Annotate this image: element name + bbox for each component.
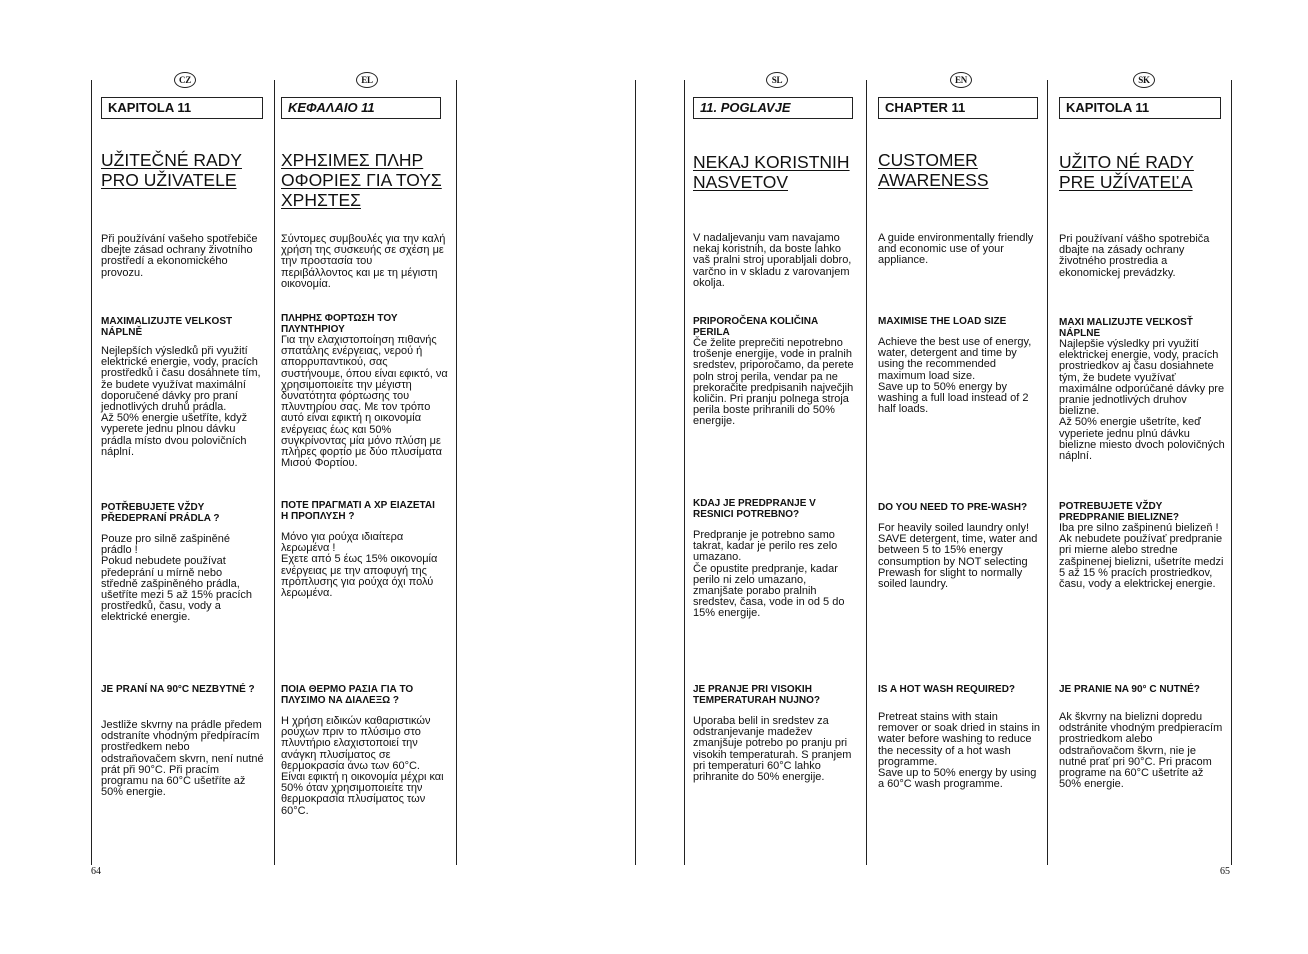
tip-prewash: POTŘEBUJETE VŽDY PŘEDEPRANÍ PRÁDLA ? Pouze pro silně zašpiněné prádlo ! Pokud nebudete používat předeprání u mírně nebo středně zašpiněného prádla, ušetříte mezi 5 až 15% pracích prostředků, času, vody a elektrické energie.	[101, 502, 253, 624]
tip-prewash: DO YOU NEED TO PRE-WASH? For heavily soiled laundry only! SAVE detergent, time, water and between 5 to 15% energy consumption by NOT selecting Prewash for slight to normally soiled laundry.	[878, 502, 1038, 591]
tip-load-size: ΠΛΗΡΗΣ ΦΟΡΤΩΣΗ ΤΟΥ ΠΛΥΝΤΗΡΙΟΥ Για την ελαχιστοποίηση πιθανής σπατάλης ενέργειας, νερού ή απορρυπαντικού, σας συστήνουμε, όπου είναι εφικτό, να χρησιμοποιείτε την μέγιστη δυνατότητα φόρτωσης του πλυντηρίου σας. Με τον τρόπο αυτό είναι εφικτή η οικονομία ενέργειας έως και 50% συγκρίνοντας μία μόνο πλύση με πλήρες φορτίο με δύο πλυσίματα Μισού Φορτίου.	[281, 313, 448, 470]
tip-hot-wash: IS A HOT WASH REQUIRED? Pretreat stains with stain remover or soak dried in stains in water before washing to reduce the necessity of a hot wash programme. Save up to 50% energy by using a 60°C wash programme.	[878, 684, 1041, 791]
language-badge: SK	[1133, 72, 1155, 88]
intro-text: A guide environmentally friendly and economic use of your appliance.	[878, 232, 1034, 267]
column-rule	[1047, 80, 1048, 865]
column-rule	[1231, 80, 1232, 865]
column-rule	[274, 80, 275, 865]
section-title: ΧΡΗΣΙΜΕΣ ΠΛΗΡ ΟΦΟΡΙΕΣ ΓΙΑ ΤΟΥΣ ΧΡΗΣΤΕΣ	[281, 150, 442, 210]
chapter-label: KAPITOLA 11	[1059, 97, 1221, 119]
intro-text: Pri používaní vášho spotrebiča dbajte na zásady ochrany životného prostredia a ekonomickej prevádzky.	[1059, 233, 1210, 279]
intro-text: Σύντομες συμβουλές για την καλή χρήση της συσκευής σε σχέση με την προστασία του περιβάλλοντος και με τη μέγιστη οικονομία.	[281, 233, 446, 290]
language-badge: EN	[950, 72, 972, 88]
column-rule	[635, 80, 636, 865]
chapter-label: ΚΕΦΑΛΑΙΟ 11	[281, 97, 441, 119]
section-title: UŽITEČNÉ RADY PRO UŽIVATELE	[101, 150, 242, 190]
column-rule	[684, 80, 685, 865]
tip-prewash: POTREBUJETE VŽDY PREDPRANIE BIELIZNE? Iba pre silno zašpinenú bielizeň ! Ak nebudete používať predpranie pri mierne alebo stredne zašpinenej bielizni, ušetríte medzi 5 až 15 % pracích prostriedkov, času, vody a elektrickej energie.	[1059, 501, 1224, 591]
intro-text: Při používání vašeho spotřebiče dbejte zásad ochrany životního prostředí a ekonomického provozu.	[101, 233, 258, 279]
page-number-left: 64	[91, 866, 101, 877]
chapter-label: KAPITOLA 11	[101, 97, 263, 119]
column-rule	[866, 80, 867, 865]
tip-load-size: MAXI MALIZUJTE VEĽKOSŤ NÁPLNE Najlepšie výsledky pri využití elektrickej energie, vody, pracích prostriedkov aj času dosiahnete tým, že budete využívať maximálne odporúčané dávky pre pranie jednotlivých druhov bielizne. Až 50% energie ušetríte, keď vyperiete jednu plnú dávku bielizne miesto dvoch polovičných náplní.	[1059, 317, 1225, 463]
section-title: CUSTOMER AWARENESS	[878, 150, 989, 190]
language-badge: SL	[766, 72, 788, 88]
tip-hot-wash: JE PRANÍ NA 90°C NEZBYTNÉ ? Jestliže skvrny na prádle předem odstraníte vhodným předpíracím prostředkem nebo odstraňovačem skvrn, není nutné prát při 90°C. Při pracím programu na 60°C ušetříte až 50% energie.	[101, 684, 264, 799]
tip-prewash: KDAJ JE PREDPRANJE V RESNICI POTREBNO? Predpranje je potrebno samo takrat, kadar je perilo res zelo umazano. Če opustite predpranje, kadar perilo ni zelo umazano, zmanjšate porabo pralnih sredstev, časa, vode in od 5 do 15% energije.	[693, 498, 845, 620]
tip-hot-wash: JE PRANJE PRI VISOKIH TEMPERATURAH NUJNO? Uporaba belil in sredstev za odstranjevanje madežev zmanjšuje potrebo po pranju pri visokih temperaturah. S pranjem pri temperaturi 60°C lahko prihranite do 50% energije.	[693, 684, 852, 784]
tip-load-size: PRIPOROČENA KOLIČINA PERILA Če želite preprečiti nepotrebno trošenje energije, vode in pralnih sredstev, priporočamo, da perete poln stroj perila, vendar pa ne prekoračite predpisanih največjih količin. Pri pranju polnega stroja perila boste prihranili do 50% energije.	[693, 316, 854, 428]
language-badge: EL	[356, 72, 378, 88]
section-title: UŽITO NÉ RADY PRE UŽÍVATEĽA	[1059, 152, 1194, 192]
tip-hot-wash: JE PRANIE NA 90° C NUTNÉ? Ak škvrny na bielizni dopredu odstránite vhodným predpieracím prostriedkom alebo odstraňovačom škvrn, nie je nutné prať pri 90°C. Pri pracom programe na 60°C ušetríte až 50% energie.	[1059, 684, 1223, 791]
section-title: NEKAJ KORISTNIH NASVETOV	[693, 152, 850, 192]
language-badge: CZ	[174, 72, 196, 88]
page-number-right: 65	[1220, 866, 1230, 877]
chapter-label: CHAPTER 11	[878, 97, 1038, 119]
chapter-label: 11. POGLAVJE	[693, 97, 853, 119]
tip-prewash: ΠΟΤΕ ΠΡΑΓΜΑΤΙ Α ΧΡ ΕΙΑΖΕΤΑΙ Η ΠΡΟΠΛΥΣΗ ? Μόνο για ρούχα ιδιαίτερα λερωμένα ! Εχετε από 5 έως 15% οικονομία ενέργειας με την αποφυγή της πρόπλυσης για ρούχα όχι πολύ λερωμένα.	[281, 500, 438, 600]
tip-load-size: MAXIMALIZUJTE VELKOST NÁPLNĚ Nejlepších výsledků při využití elektrické energie, vody, pracích prostředků i času dosáhnete tím, že budete využívat maximální doporučené dávky pro praní jednotlivých druhů prádla. Až 50% energie ušetříte, když vyperete jednu plnou dávku prádla místo dvou polovičních náplní.	[101, 316, 261, 458]
tip-load-size: MAXIMISE THE LOAD SIZE Achieve the best use of energy, water, detergent and time by using the recommended maximum load size. Save up to 50% energy by washing a full load instead of 2 half loads.	[878, 316, 1032, 416]
column-rule	[456, 80, 457, 865]
column-rule	[91, 80, 92, 865]
intro-text: V nadaljevanju vam navajamo nekaj koristnih, da boste lahko vaš pralni stroj uporabljali dobro, varčno in v skladu z varovanjem okolja.	[693, 232, 852, 289]
tip-hot-wash: ΠΟΙΑ ΘΕΡΜΟ ΡΑΣΙΑ ΓΙΑ ΤΟ ΠΛΥΣΙΜΟ ΝΑ ΔΙΑΛΕΞΩ ? Η χρήση ειδικών καθαριστικών ρούχων πριν το πλύσιμο στο πλυντήριο ελαχιστοποιεί την ανάγκη πλυσίματος σε θερμοκρασία άνω των 60°C. Είναι εφικτή η οικονομία μέχρι και 50% όταν χρησιμοποιείτε την θερμοκρασία πλυσίματος των 60°C.	[281, 684, 444, 817]
